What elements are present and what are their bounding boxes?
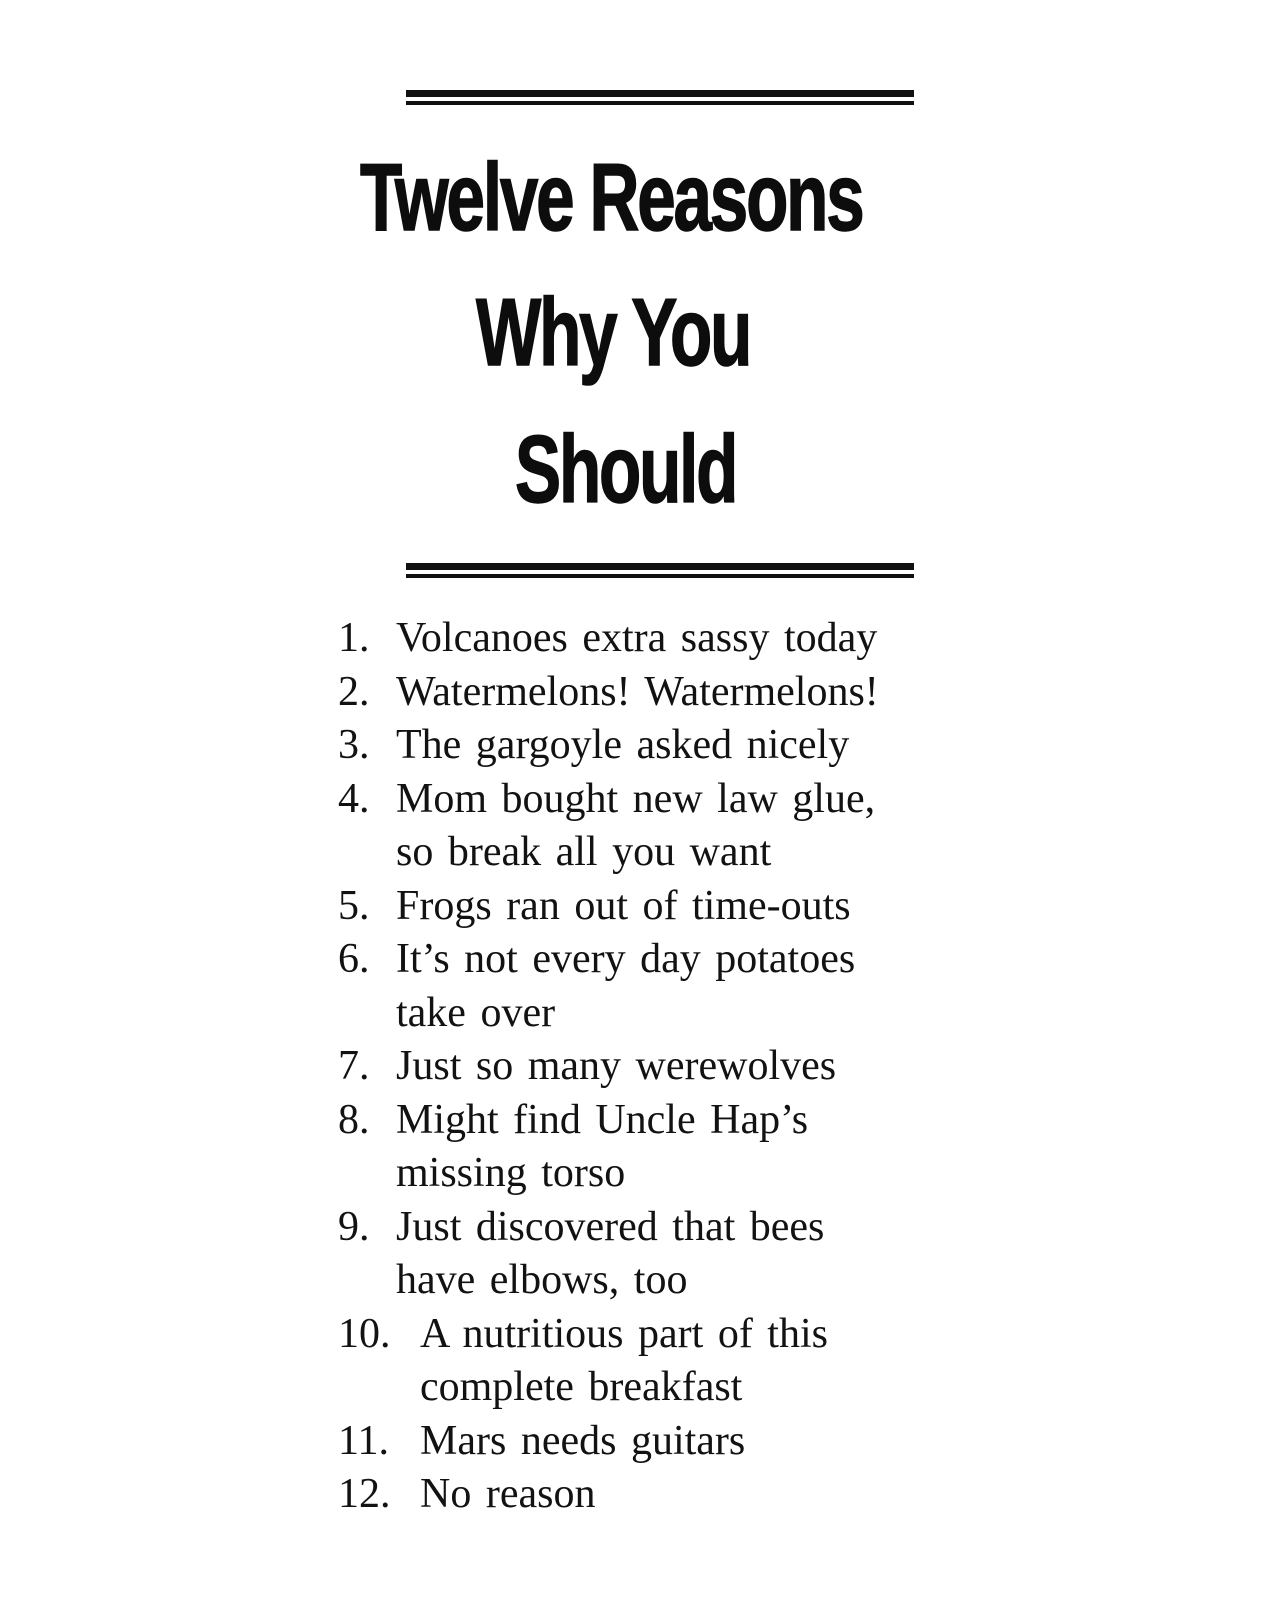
list-item <box>338 1201 978 1308</box>
item-number: 5. <box>338 882 370 929</box>
item-number: 4. <box>338 775 370 822</box>
rule-thick-line <box>406 563 914 570</box>
reasons-list <box>338 612 978 1522</box>
list-item <box>338 1094 978 1201</box>
item-text: Frogs ran out of time-outs <box>396 882 851 929</box>
item-text: Mars needs guitars <box>420 1417 746 1464</box>
item-number: 11. <box>338 1417 389 1464</box>
item-number: 1. <box>338 615 370 661</box>
list-item <box>338 933 978 1040</box>
rule-thin-line <box>406 574 914 578</box>
item-text: Mom bought new law glue, so break all you want <box>396 775 876 875</box>
bottom-double-rule <box>406 563 914 578</box>
item-number: 2. <box>338 668 370 715</box>
rule-thin-line <box>406 101 914 105</box>
item-number: 12. <box>338 1471 391 1517</box>
item-text: No reason <box>420 1471 596 1517</box>
item-text: Watermelons! Watermelons! <box>396 668 879 715</box>
list-item <box>338 773 978 880</box>
list-item <box>338 1040 978 1094</box>
headline-line-2: Why You <box>476 279 751 386</box>
item-number: 6. <box>338 936 370 982</box>
item-number: 7. <box>338 1043 370 1089</box>
list-item <box>338 666 978 720</box>
item-number: 10. <box>338 1310 391 1357</box>
list-item <box>338 1415 978 1469</box>
item-text: A nutritious part of this complete breakfast <box>420 1310 828 1410</box>
list-item <box>338 612 978 666</box>
top-double-rule <box>406 90 914 105</box>
list-item <box>338 880 978 934</box>
item-text: Might find Uncle Hap’s missing torso <box>396 1096 809 1196</box>
item-number: 3. <box>338 722 370 768</box>
item-text: Just so many werewolves <box>396 1043 837 1089</box>
list-item <box>338 1468 978 1522</box>
item-text: It’s not every day potatoes take over <box>396 936 856 1036</box>
headline-line-1: Twelve Reasons <box>360 144 863 251</box>
rule-thick-line <box>406 90 914 97</box>
headline-line-3: Should <box>515 416 737 523</box>
list-item <box>338 1308 978 1415</box>
item-text: The gargoyle asked nicely <box>396 722 850 768</box>
item-text: Just discovered that bees have elbows, too <box>396 1203 825 1303</box>
item-number: 8. <box>338 1096 370 1143</box>
list-item <box>338 719 978 773</box>
item-text: Volcanoes extra sassy today <box>396 615 878 661</box>
item-number: 9. <box>338 1203 370 1250</box>
